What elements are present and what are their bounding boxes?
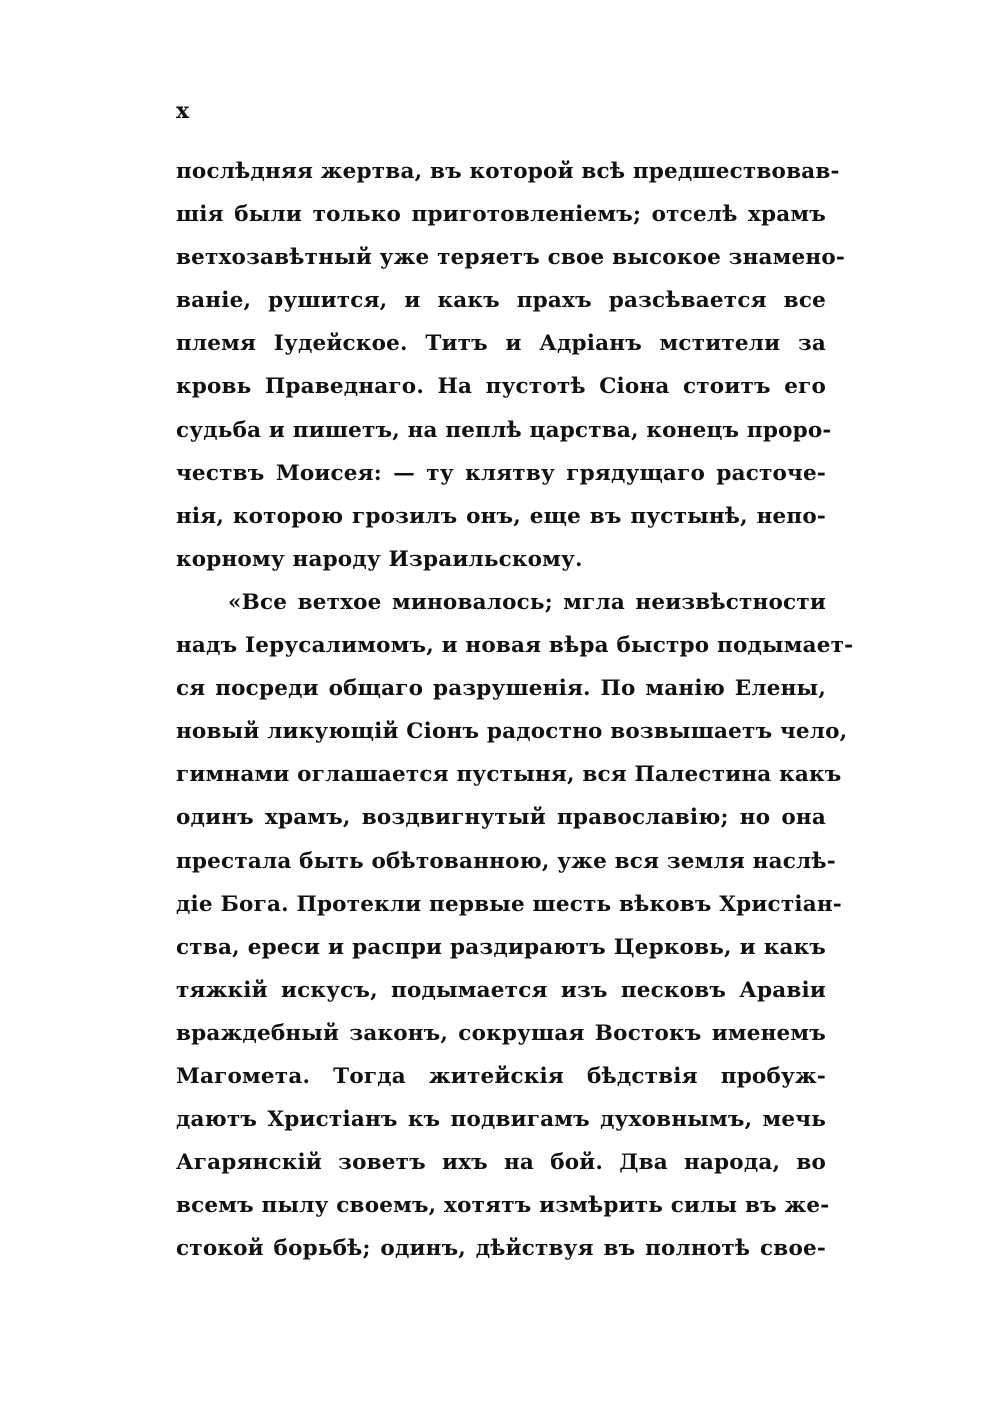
text-line: корному народу Израильскому. [176,546,583,572]
text-line: шія были только приготовленіемъ; отселѣ храмъ [176,202,826,228]
text-line: ся посреди общаго разрушенія. По манію Елены, [176,676,826,702]
text-line: діе Бога. Протекли первые шесть вѣковъ Христіан- [176,891,842,917]
text-line: ветхозавѣтный уже теряетъ свое высокое знамено- [176,245,846,271]
text-line: всемъ пылу своемъ, хотятъ измѣрить силы въ же- [176,1193,830,1219]
text-line: послѣдняя жертва, въ которой всѣ предшествовав- [176,159,840,184]
text-line: даютъ Христіанъ къ подвигамъ духовнымъ, мечь [176,1107,826,1133]
paragraph-1 [176,150,846,581]
text-line: стокой борьбѣ; одинъ, дѣйствуя въ полнотѣ свое- [176,1236,826,1262]
text-line: племя Іудейское. Титъ и Адріанъ мстители за [176,331,826,357]
page-number: x [176,98,190,124]
text-line: одинъ храмъ, воздвигнутый православію; но она [176,805,826,831]
text-line: надъ Іерусалимомъ, и новая вѣра быстро подымает- [176,633,854,659]
text-line: престала быть обѣтованною, уже вся земля наслѣ- [176,848,836,874]
body-text [176,150,854,1270]
text-line: «Все ветхое миновалось; мгла неизвѣстности [228,589,826,615]
text-line: тяжкій искусъ, подымается изъ песковъ Аравіи [176,977,826,1003]
text-line: ваніе, рушится, и какъ прахъ разсѣвается все [176,288,826,314]
text-line: враждебный законъ, сокрушая Востокъ именемъ [176,1020,826,1046]
text-line: судьба и пишетъ, на пеплѣ царства, конецъ проро- [176,417,832,443]
text-line: новый ликующій Сіонъ радостно возвышаетъ чело, [176,719,848,745]
text-line: нія, которою грозилъ онъ, еще въ пустынѣ, непо- [176,503,826,529]
text-line: Агарянскій зоветъ ихъ на бой. Два народа, во [176,1150,826,1176]
text-line: кровь Праведнаго. На пустотѣ Сіона стоитъ его [176,374,826,400]
text-line: чествъ Моисея: — ту клятву грядущаго расточе- [176,460,826,486]
text-line: Магомета. Тогда житейскія бѣдствія пробуж- [176,1063,826,1089]
text-line: ства, ереси и распри раздираютъ Церковь, и какъ [176,934,826,960]
text-line: гимнами оглашается пустыня, вся Палестина какъ [176,762,842,788]
paragraph-2 [176,581,854,1271]
